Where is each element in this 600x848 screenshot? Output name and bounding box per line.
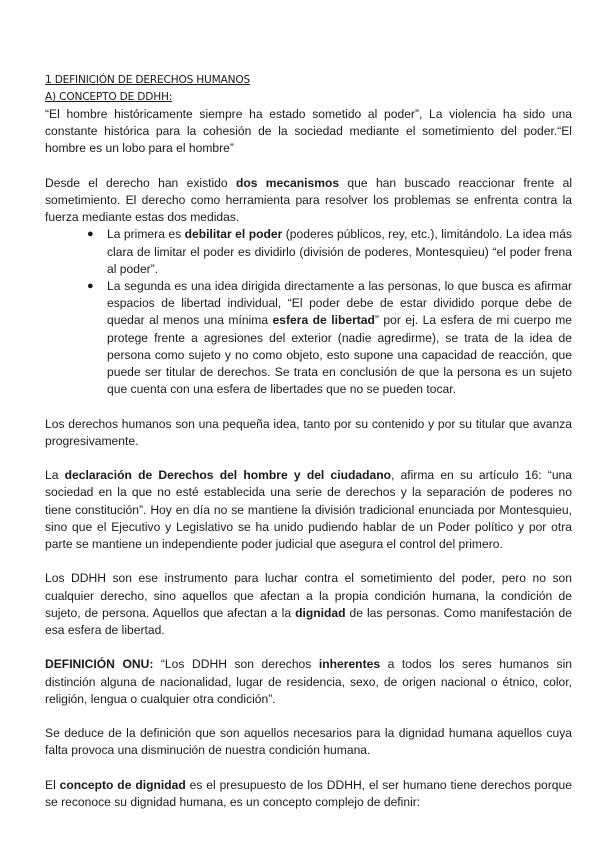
text: es el presupuesto de los DDHH, el ser humano tiene derechos porque se reconoce su dignidad humana, es un concepto complejo de definir:	[45, 777, 572, 810]
section-subtitle: A) CONCEPTO DE DDHH:	[45, 91, 173, 103]
text: , afirma en su artículo 16: “una sociedad en la que no esté establecida una serie de derechos y la separación de poderes no tiene constitución”. Hoy en día no se mantiene la división tradicional enunciada por Montesquieu, sino que el Ejecutivo y Legislativo se ha unido pudiendo hablar de un Poder político y por otra parte se mantiene un independiente poder judicial que asegura el control del primero.	[45, 468, 572, 552]
bold-text: inherentes	[318, 657, 381, 672]
paragraph-deduction: Se deduce de la definición que son aquellos necesarios para la dignidad humana aquellos cuya falta provoca una disminución de nuestra condición humana.	[45, 726, 572, 758]
text: “Los DDHH son derechos	[153, 657, 319, 672]
bold-text: concepto de dignidad	[59, 777, 186, 792]
paragraph-dignity	[45, 777, 572, 811]
bold-text: dos mecanismos	[235, 175, 340, 190]
paragraph-progressive: Los derechos humanos son una pequeña idea, tanto por su contenido y por su titular que avanza progresivamente.	[45, 416, 572, 448]
bold-text: esfera de libertad	[272, 313, 375, 328]
text: ” por ej. La esfera de mi cuerpo me protege frente a agresiones del exterior (nadie agredirme), se trata de la idea de persona como sujeto y no como objeto, esto supone una capacidad de reacción, que puede ser titular de derechos. Se trata en conclusión de que la persona es un sujeto que cuenta con una esfera de libertades que no se pueden tocar.	[107, 313, 573, 397]
paragraph-mechanisms	[45, 175, 572, 227]
list-item	[45, 278, 572, 398]
text: La segunda es una idea dirigida directamente a las personas, lo que busca es afirmar espacios de libertad individual, “El poder debe de estar dividido porque debe de quedar al menos una mínima	[107, 279, 572, 328]
text: de las personas. Como manifestación de esa esfera de libertad.	[45, 605, 572, 638]
paragraph-quote: “El hombre históricamente siempre ha estado sometido al poder”, La violencia ha sido una constante histórica para la cohesión de la sociedad mediante el sometimiento del poder.“El hombre es un lobo para el hombre”	[45, 107, 572, 156]
text: (poderes públicos, rey, etc.), limitándolo. La idea más clara de limitar el poder es dividirlo (división de poderes, Montesquieu) “el poder frena al poder”.	[107, 227, 572, 276]
paragraph-onu-definition	[45, 656, 572, 708]
text: a todos los seres humanos sin distinción alguna de nacionalidad, lugar de residencia, sexo, de origen nacional o étnico, color, religión, lengua o cualquier otra condición”.	[45, 657, 573, 706]
paragraph-declaration	[45, 467, 572, 553]
document-page	[45, 72, 572, 811]
section-title: 1 DEFINICIÓN DE DERECHOS HUMANOS	[45, 74, 250, 86]
text: El	[45, 777, 60, 792]
bold-text: DEFINICIÓN ONU:	[45, 657, 154, 672]
text: que han buscado reaccionar frente al sometimiento. El derecho como herramienta para resolver los problemas se enfrenta contra la fuerza mediante estas dos medidas.	[45, 175, 573, 225]
bullet-icon: ●	[87, 280, 94, 293]
list-item	[45, 226, 572, 278]
bold-text: debilitar el poder	[184, 227, 283, 242]
text: Los DDHH son ese instrumento para luchar contra el sometimiento del poder, pero no son cualquier derecho, sino aquellos que afectan a la propia condición humana, la condición de sujeto, de persona. Aquellos que afectan a la	[45, 571, 572, 620]
bold-text: declaración de Derechos del hombre y del ciudadano	[64, 468, 391, 483]
bold-text: dignidad	[295, 605, 346, 620]
bullet-list	[45, 226, 572, 398]
text: La primera es	[107, 227, 185, 242]
bullet-icon: ●	[87, 228, 94, 241]
text: Desde el derecho han existido	[45, 175, 236, 190]
paragraph-instrument	[45, 570, 572, 639]
text: La	[45, 468, 65, 483]
